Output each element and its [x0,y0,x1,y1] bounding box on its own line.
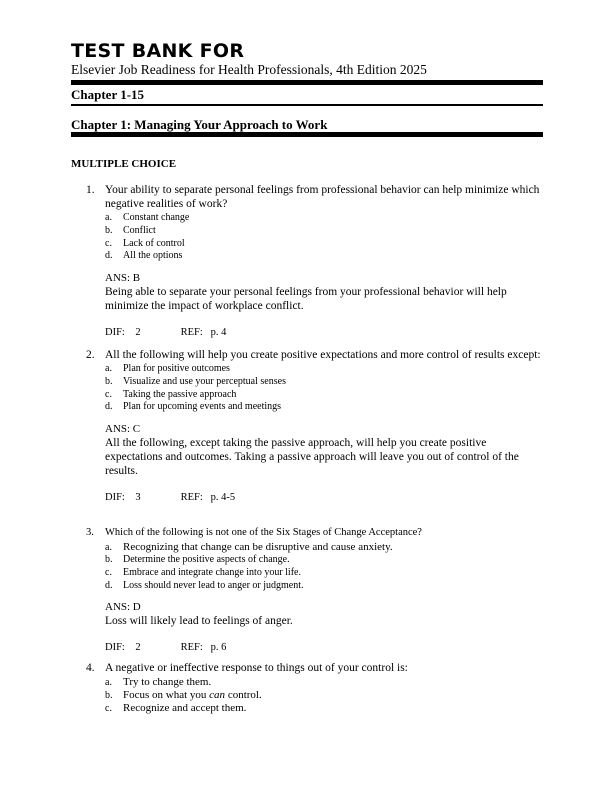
difficulty: DIF: 3 [105,492,141,504]
document-subtitle: Elsevier Job Readiness for Health Professionals, 4th Edition 2025 [71,62,427,77]
question-number: 4. [86,662,95,674]
question-text: Which of the following is not one of the Six Stages of Change Acceptance? [105,527,422,538]
chapter-range-rule [71,104,543,106]
question-2 [86,348,544,504]
reference: REF: p. 4 [180,327,227,339]
answer-explanation: Loss will likely lead to feelings of anger. [105,615,293,628]
option-list [105,363,544,414]
answer-explanation: All the following, except taking the passive approach, will help you create positive expectations and outcomes. Taking a passive approach will leave you out of control of the results. [105,437,519,478]
option-list [105,676,544,715]
option-a: a. Try to change them. [105,676,212,688]
option-list [105,212,544,263]
option-c: c. Lack of control [105,237,185,249]
question-meta [105,641,544,654]
chapter-range: Chapter 1-15 [71,87,145,102]
question-meta [105,326,544,339]
document-title: TEST BANK FOR [71,40,245,62]
option-b: b. Visualize and use your perceptual senses [105,375,286,387]
question-text: Your ability to separate personal feelings from professional behavior can help minimize which negative realities of work? [105,184,540,210]
section-label: MULTIPLE CHOICE [71,158,177,170]
difficulty: DIF: 2 [105,327,141,339]
question-1 [86,183,544,339]
option-c: c. Taking the passive approach [105,388,237,400]
option-c: c. Embrace and integrate change into your life. [105,566,301,578]
reference: REF: p. 4-5 [180,492,236,504]
question-text: A negative or ineffective response to things out of your control is: [105,662,408,674]
option-list [105,541,544,592]
option-a: a. Plan for positive outcomes [105,363,230,374]
question-4 [86,661,544,715]
question-meta [105,491,544,504]
answer-key: ANS: C [105,423,141,436]
difficulty: DIF: 2 [105,642,141,654]
option-c: c. Recognize and accept them. [105,702,247,714]
option-d: d. Loss should never lead to anger or judgment. [105,579,304,591]
option-a: a. Recognizing that change can be disruptive and cause anxiety. [105,541,393,553]
question-number: 2. [86,349,95,361]
option-d: d. Plan for upcoming events and meetings [105,401,282,413]
question-number: 3. [86,527,94,538]
question-text: All the following will help you create positive expectations and more control of results except: [105,349,541,361]
option-b: b. Conflict [105,224,156,236]
option-b: b. Focus on what you can control. [105,689,262,701]
answer-key: ANS: B [105,272,141,285]
answer-key: ANS: D [105,601,141,614]
option-a: a. Constant change [105,212,190,223]
option-b: b. Determine the positive aspects of change. [105,554,290,565]
question-3 [86,526,544,654]
option-d: d. All the options [105,250,183,262]
chapter-title-rule [71,132,543,137]
question-number: 1. [86,184,95,196]
reference: REF: p. 6 [180,642,227,654]
answer-explanation: Being able to separate your personal feelings from your professional behavior will help minimize the impact of workplace conflict. [105,286,507,313]
header-rule-thick [71,80,543,85]
chapter-title: Chapter 1: Managing Your Approach to Work [71,117,328,132]
